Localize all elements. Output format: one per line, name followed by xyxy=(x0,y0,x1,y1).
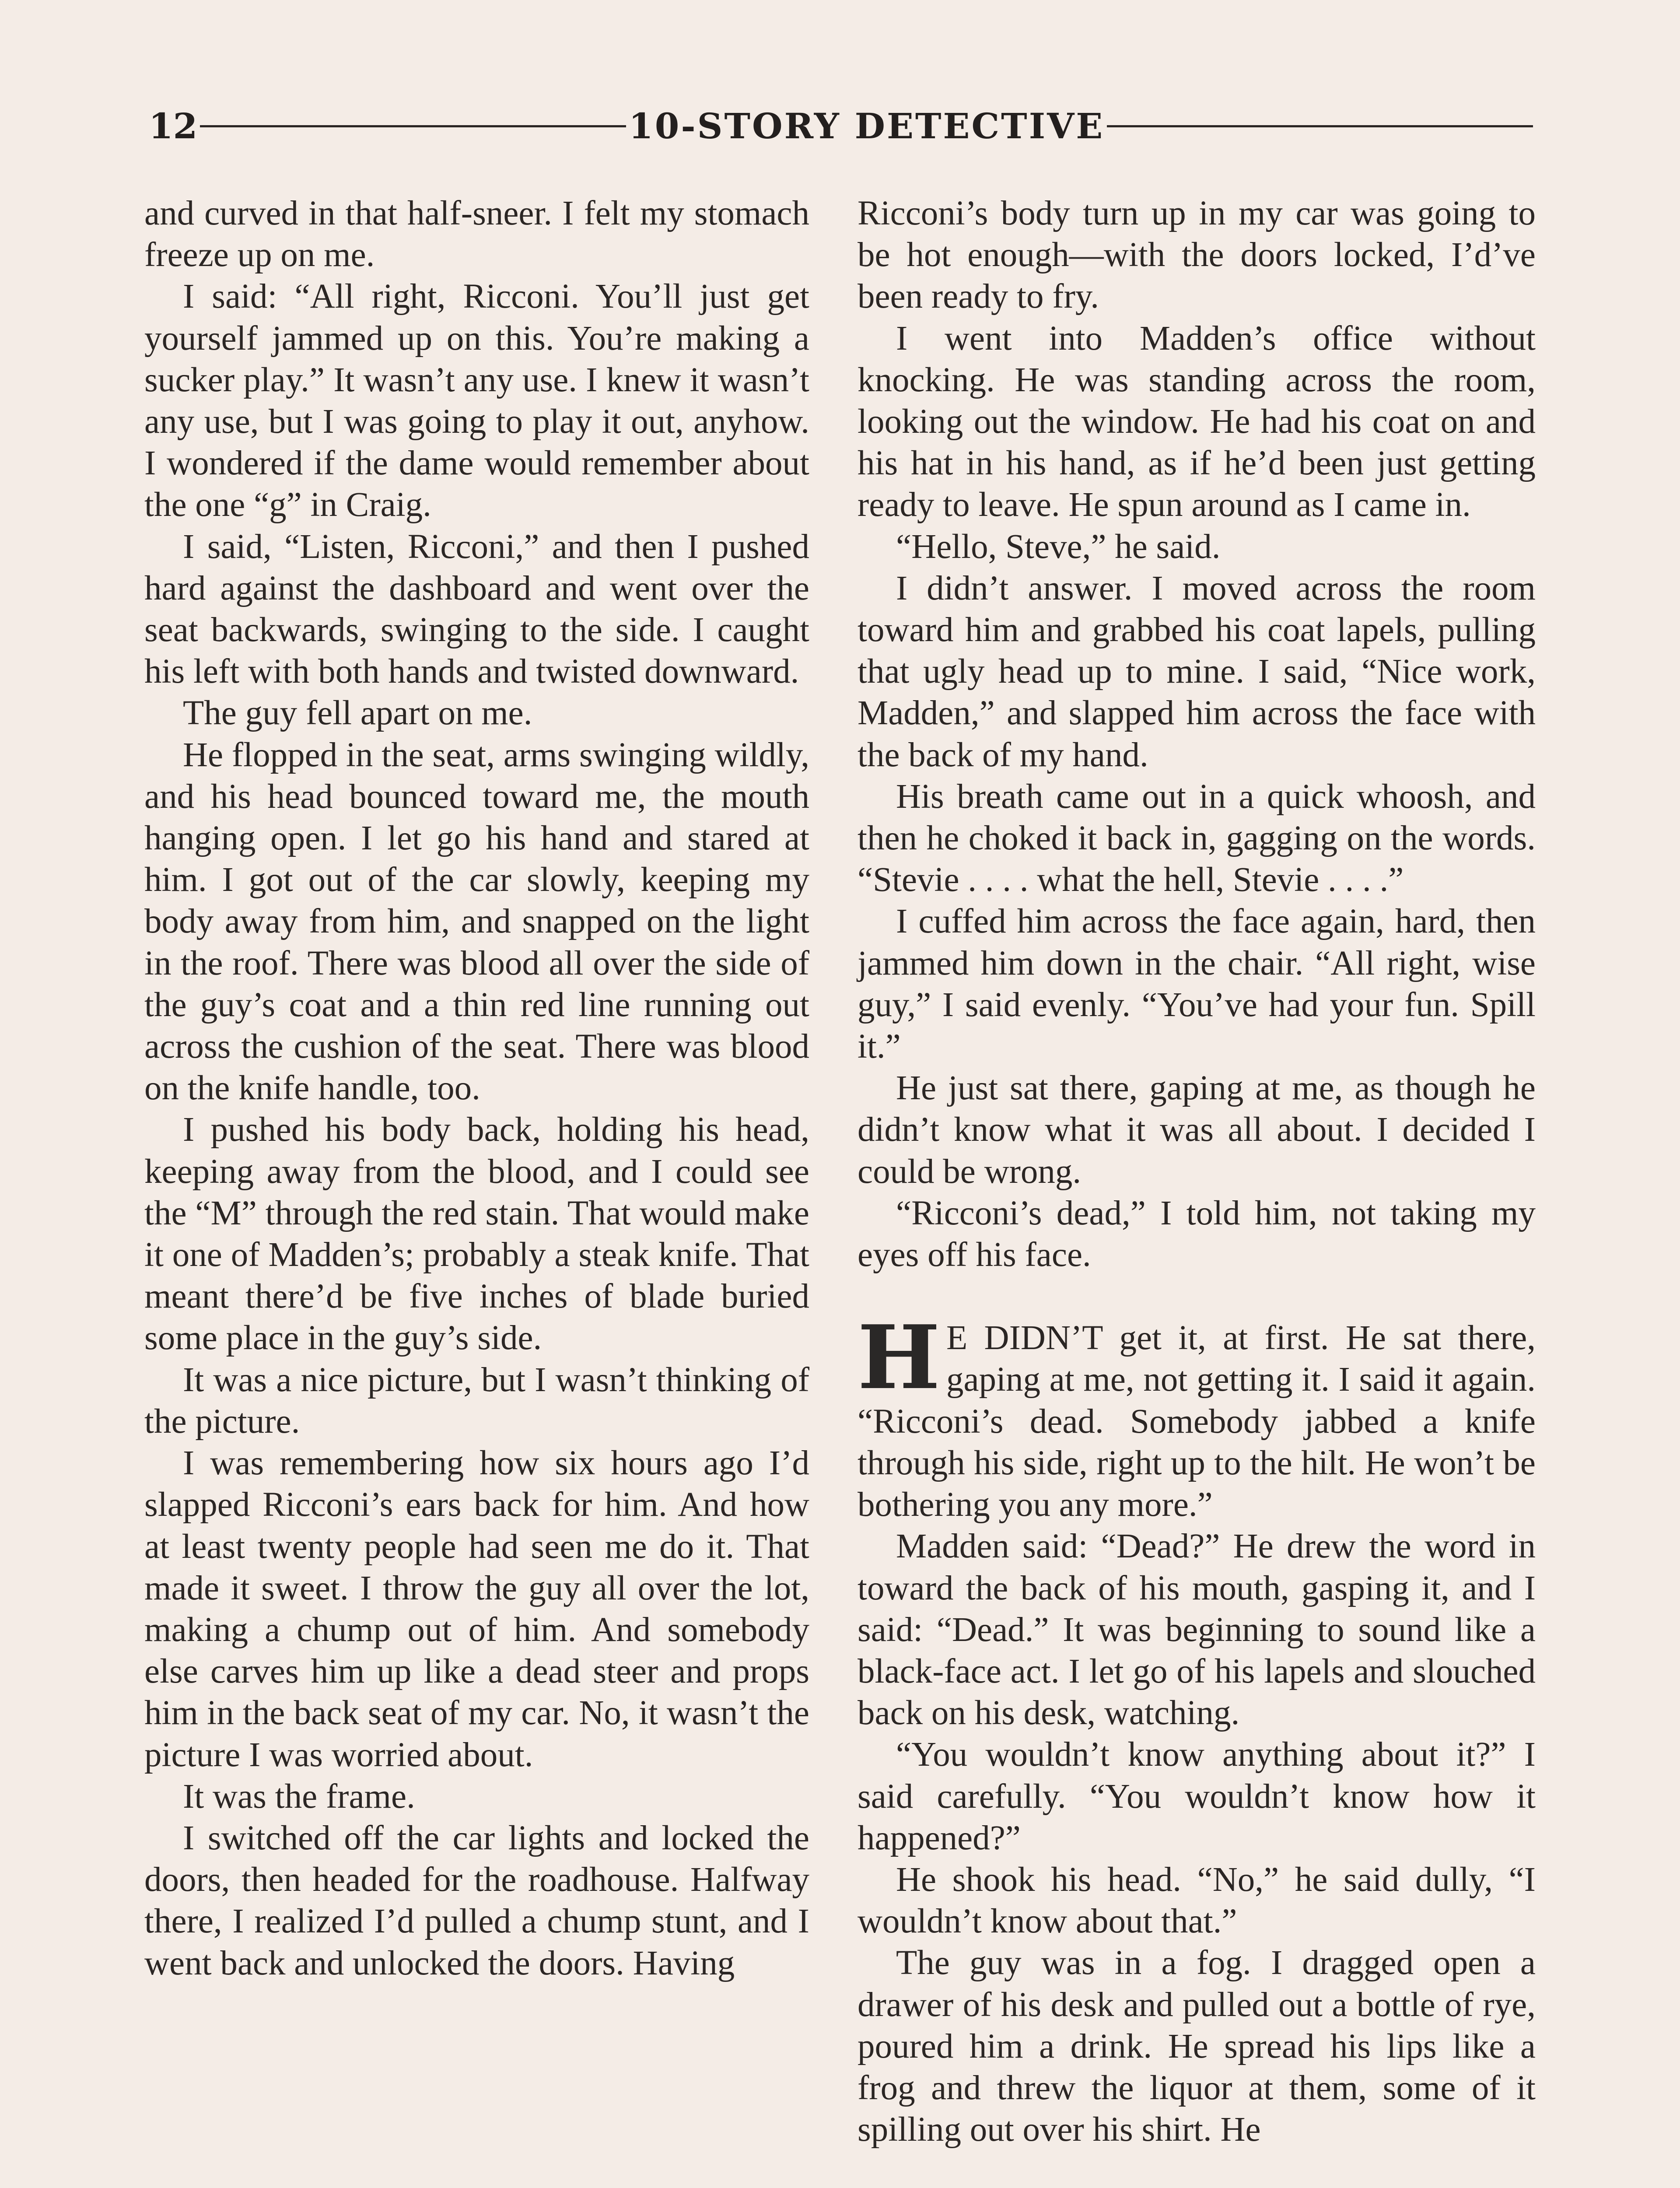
paragraph: “You wouldn’t know anything about it?” I said carefully. “You wouldn’t know how it happened?” xyxy=(858,1736,1536,1857)
drop-cap: H xyxy=(858,1306,940,1410)
paragraph: It was the frame. xyxy=(183,1777,415,1816)
paragraph: It was a nice picture, but I wasn’t thinking of the picture. xyxy=(144,1360,809,1441)
left-column xyxy=(144,193,809,1984)
paragraph: I didn’t answer. I moved across the room toward him and grabbed his coat lapels, pulling that ugly head up to mine. I said, “Nice work, Madden,” and slapped him across the face with the back of my hand. xyxy=(858,569,1536,774)
paragraph: The guy was in a fog. I dragged open a drawer of his desk and pulled out a bottle of rye, poured him a drink. He spread his lips like a frog and threw the liquor at them, some of it spilling out over his shirt. He xyxy=(858,1944,1536,2149)
header-rule-right xyxy=(1107,125,1533,127)
dropcap-paragraph xyxy=(858,1306,1536,1525)
paragraph: I said: “All right, Ricconi. You’ll just get yourself jammed up on this. You’re making a sucker play.” It wasn’t any use. I knew it wasn’t any use, but I was going to play it out, anyhow. I wondered if the dame would remember about the one “g” in Craig. xyxy=(144,277,809,524)
paragraph: and curved in that half-sneer. I felt my stomach freeze up on me. xyxy=(144,194,809,274)
paragraph: His breath came out in a quick whoosh, and then he choked it back in, gagging on the words. “Stevie . . . . what the hell, Stevie . . . .” xyxy=(858,777,1536,899)
paragraph: He flopped in the seat, arms swinging wildly, and his head bounced toward me, the mouth hanging open. I let go his hand and stared at him. I got out of the car slowly, keeping my body away from him, and snapped on the light in the roof. There was blood all over the side of the guy’s coat and a thin red line running out across the cushion of the seat. There was blood on the knife handle, too. xyxy=(144,736,809,1108)
paragraph: Madden said: “Dead?” He drew the word in toward the back of his mouth, gasping it, and I said: “Dead.” It was beginning to sound like a black-face act. I let go of his lapels and slouched back on his desk, watching. xyxy=(858,1527,1536,1732)
paragraph: He just sat there, gaping at me, as though he didn’t know what it was all about. I decided I could be wrong. xyxy=(858,1069,1536,1191)
paragraph: I said, “Listen, Ricconi,” and then I pushed hard against the dashboard and went over the seat backwards, swinging to the side. I caught his left with both hands and twisted downward. xyxy=(144,527,809,691)
magazine-title: 10-STORY DETECTIVE xyxy=(629,105,1105,147)
paragraph: He shook his head. “No,” he said dully, “I wouldn’t know about that.” xyxy=(858,1860,1536,1941)
paragraph: I switched off the car lights and locked the doors, then headed for the roadhouse. Halfway there, I realized I’d pulled a chump stunt, and I went back and unlocked the doors. Having xyxy=(144,1819,809,1982)
right-column xyxy=(858,193,1536,2150)
page-number: 12 xyxy=(149,105,198,147)
paragraph: “Ricconi’s dead,” I told him, not taking my eyes off his face. xyxy=(858,1194,1536,1274)
paragraph: I pushed his body back, holding his head, keeping away from the blood, and I could see the “M” through the red stain. That would make it one of Madden’s; probably a steak knife. That meant there’d be five inches of blade buried some place in the guy’s side. xyxy=(144,1111,809,1357)
paragraph: I went into Madden’s office without knocking. He was standing across the room, looking out the window. He had his coat on and his hat in his hand, as if he’d been just getting ready to leave. He spun around as I came in. xyxy=(858,319,1536,524)
header-rule-left xyxy=(200,125,626,127)
paragraph: “Hello, Steve,” he said. xyxy=(896,527,1221,566)
running-header xyxy=(149,100,1536,152)
paragraph: Ricconi’s body turn up in my car was going to be hot enough—with the doors locked, I’d’ve been ready to fry. xyxy=(858,194,1536,316)
paragraph: I was remembering how six hours ago I’d slapped Ricconi’s ears back for him. And how at least twenty people had seen me do it. That made it sweet. I throw the guy all over the lot, making a chump out of him. And somebody else carves him up like a dead steer and props him in the back seat of my car. No, it wasn’t the picture I was worried about. xyxy=(144,1444,809,1774)
dropcap-paragraph-text: E DIDN’T get it, at first. He sat there, gaping at me, not getting it. I said it again. “Ricconi’s dead. Somebody jabbed a knife through his side, right up to the hilt. He won’t be bothering you any more.” xyxy=(858,1319,1536,1524)
paragraph: I cuffed him across the face again, hard, then jammed him down in the chair. “All right, wise guy,” I said evenly. “You’ve had your fun. Spill it.” xyxy=(858,902,1536,1066)
paragraph: The guy fell apart on me. xyxy=(183,694,532,733)
